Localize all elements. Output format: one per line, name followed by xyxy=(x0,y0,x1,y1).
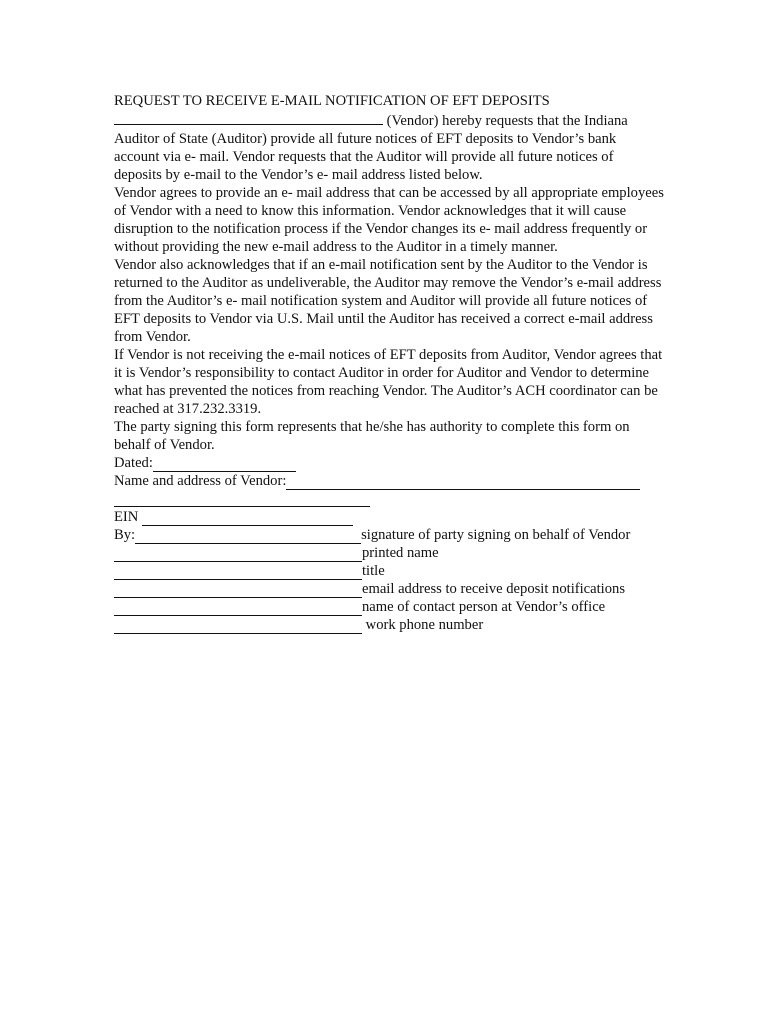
ein-row xyxy=(114,508,664,526)
ein-label: EIN xyxy=(114,509,139,525)
dated-label: Dated: xyxy=(114,455,153,471)
signature-row xyxy=(114,526,664,544)
title-label: title xyxy=(362,563,385,579)
paragraph-email-access: Vendor agrees to provide an e- mail address that can be accessed by all appropriate employees of Vendor with a need to know this information. Vendor acknowledges that it will cause disruption to the notification process if the Vendor changes its e- mail address frequently or without providing the new e-mail address to the Auditor in a timely manner. xyxy=(114,185,664,255)
ein-field[interactable] xyxy=(142,511,353,526)
printed-name-label: printed name xyxy=(362,545,439,561)
paragraph-contact-auditor: If Vendor is not receiving the e-mail notices of EFT deposits from Auditor, Vendor agrees that it is Vendor’s responsibility to contact Auditor in order for Auditor and Vendor to determine what has prevented the notices from reaching Vendor. The Auditor’s ACH coordinator can be reached at 317.232.3319. xyxy=(114,347,663,417)
intro-paragraph xyxy=(114,110,664,184)
form-page xyxy=(114,92,664,634)
vendor-address-line-2 xyxy=(114,490,664,508)
intro-text: (Vendor) hereby requests that the Indiana Auditor of State (Auditor) provide all future notices of EFT deposits to Vendor’s bank account via e- mail. Vendor requests that the Auditor will provide all future notices of deposits by e-mail to the Vendor’s e- mail address listed below. xyxy=(114,113,628,183)
title-row xyxy=(114,562,664,580)
vendor-address-field-2[interactable] xyxy=(114,492,370,507)
signature-field[interactable] xyxy=(135,529,361,544)
phone-field[interactable] xyxy=(114,619,362,634)
email-row xyxy=(114,580,664,598)
dated-row xyxy=(114,454,664,472)
printed-name-row xyxy=(114,544,664,562)
email-field[interactable] xyxy=(114,583,362,598)
vendor-name-blank[interactable] xyxy=(114,110,383,125)
document-title: REQUEST TO RECEIVE E-MAIL NOTIFICATION OF EFT DEPOSITS xyxy=(114,93,550,109)
printed-name-field[interactable] xyxy=(114,547,362,562)
title-field[interactable] xyxy=(114,565,362,580)
vendor-name-address-row xyxy=(114,472,664,490)
phone-row xyxy=(114,616,664,634)
vendor-name-address-field[interactable] xyxy=(286,475,640,490)
signature-label: signature of party signing on behalf of Vendor xyxy=(361,527,631,543)
paragraph-undeliverable: Vendor also acknowledges that if an e-mail notification sent by the Auditor to the Vendor is returned to the Auditor as undeliverable, the Auditor may remove the Vendor’s e-mail address from the Auditor’s e- mail notification system and Auditor will provide all future notices of EFT deposits to Vendor via U.S. Mail until the Auditor has received a correct e-mail address from Vendor. xyxy=(114,257,662,345)
phone-label: work phone number xyxy=(362,617,484,633)
by-label: By: xyxy=(114,527,136,543)
dated-field[interactable] xyxy=(153,457,296,472)
email-label: email address to receive deposit notifications xyxy=(362,581,626,597)
contact-row xyxy=(114,598,664,616)
contact-label: name of contact person at Vendor’s office xyxy=(362,599,606,615)
paragraph-authority: The party signing this form represents that he/she has authority to complete this form on behalf of Vendor. xyxy=(114,419,630,453)
vendor-name-address-label: Name and address of Vendor: xyxy=(114,473,287,489)
contact-field[interactable] xyxy=(114,601,362,616)
